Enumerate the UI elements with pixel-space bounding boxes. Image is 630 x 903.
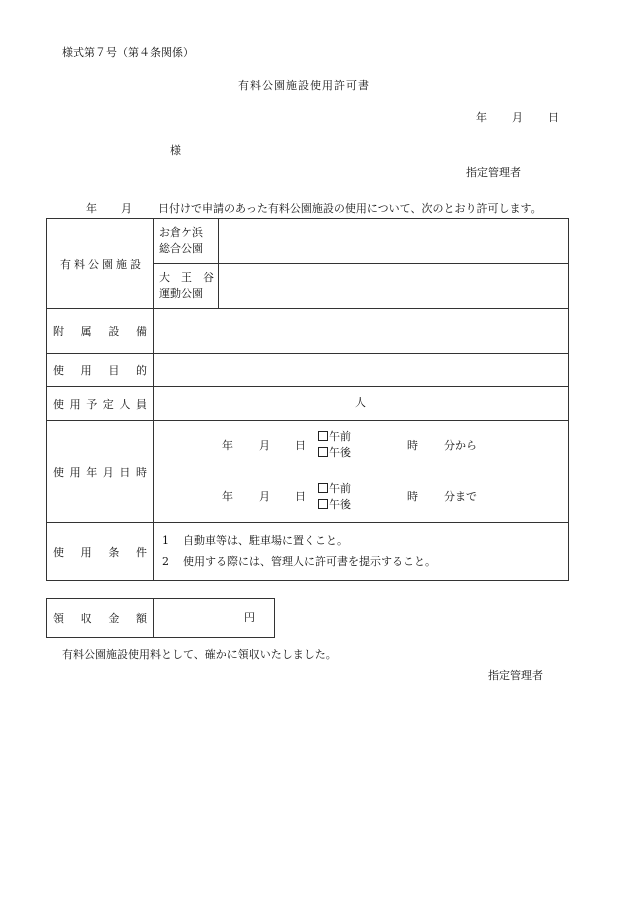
facility-label: 有 料 公 園 施 設	[47, 219, 154, 309]
purpose-label: 使 用 目 的	[47, 354, 154, 387]
start-am-option[interactable]: 午前	[318, 430, 351, 444]
condition-2-number: 2	[162, 555, 169, 568]
end-hour: 時	[407, 490, 418, 503]
people-unit: 人	[355, 396, 366, 409]
datetime-value	[154, 421, 569, 523]
form-number: 様式第７号（第４条関係）	[62, 46, 194, 59]
people-value[interactable]	[154, 387, 569, 421]
start-pm-option[interactable]: 午後	[318, 446, 351, 460]
fee-unit: 円	[244, 611, 255, 624]
checkbox-icon[interactable]	[318, 431, 328, 441]
start-minute-from: 分から	[444, 439, 477, 452]
date-month: 月	[512, 111, 523, 124]
start-day: 日	[295, 439, 306, 452]
date-day: 日	[548, 111, 559, 124]
equipment-label: 附 属 設 備	[47, 309, 154, 354]
addressee-suffix: 様	[170, 144, 181, 157]
fee-label: 領 収 金 額	[47, 599, 154, 638]
end-am-option[interactable]: 午前	[318, 482, 351, 496]
document-title: 有料公園施設使用許可書	[238, 79, 370, 92]
end-pm-option[interactable]: 午後	[318, 498, 351, 512]
people-label: 使 用 予 定 人 員	[47, 387, 154, 421]
fee-table	[46, 598, 275, 638]
fee-value[interactable]	[154, 599, 275, 638]
facility-option-daioudani: 大 王 谷 運動公園	[154, 264, 219, 309]
intro-year: 年	[86, 202, 97, 215]
checkbox-icon[interactable]	[318, 499, 328, 509]
start-month: 月	[259, 439, 270, 452]
intro-text: 日付けで申請のあった有料公園施設の使用について、次のとおり許可します。	[158, 202, 542, 215]
permit-table	[46, 218, 569, 581]
end-year: 年	[222, 490, 233, 503]
end-day: 日	[295, 490, 306, 503]
equipment-value[interactable]	[154, 309, 569, 354]
facility-okuragahama-value[interactable]	[219, 219, 569, 264]
intro-month: 月	[121, 202, 132, 215]
receipt-issuer: 指定管理者	[488, 669, 543, 682]
facility-daioudani-value[interactable]	[219, 264, 569, 309]
receipt-text: 有料公園施設使用料として、確かに領収いたしました。	[62, 648, 337, 661]
conditions-label: 使 用 条 件	[47, 523, 154, 581]
start-hour: 時	[407, 439, 418, 452]
start-year: 年	[222, 439, 233, 452]
purpose-value[interactable]	[154, 354, 569, 387]
condition-1-text: 自動車等は、駐車場に置くこと。	[183, 534, 348, 547]
checkbox-icon[interactable]	[318, 483, 328, 493]
checkbox-icon[interactable]	[318, 447, 328, 457]
end-minute-until: 分まで	[444, 490, 477, 503]
end-month: 月	[259, 490, 270, 503]
condition-1-number: 1	[162, 534, 169, 547]
conditions-value	[154, 523, 569, 581]
date-year: 年	[476, 111, 487, 124]
condition-2-text: 使用する際には、管理人に許可書を提示すること。	[183, 555, 436, 568]
datetime-label: 使 用 年 月 日 時	[47, 421, 154, 523]
issuer-label: 指定管理者	[466, 166, 521, 179]
facility-option-okuragahama: お倉ケ浜 総合公園	[154, 219, 219, 264]
